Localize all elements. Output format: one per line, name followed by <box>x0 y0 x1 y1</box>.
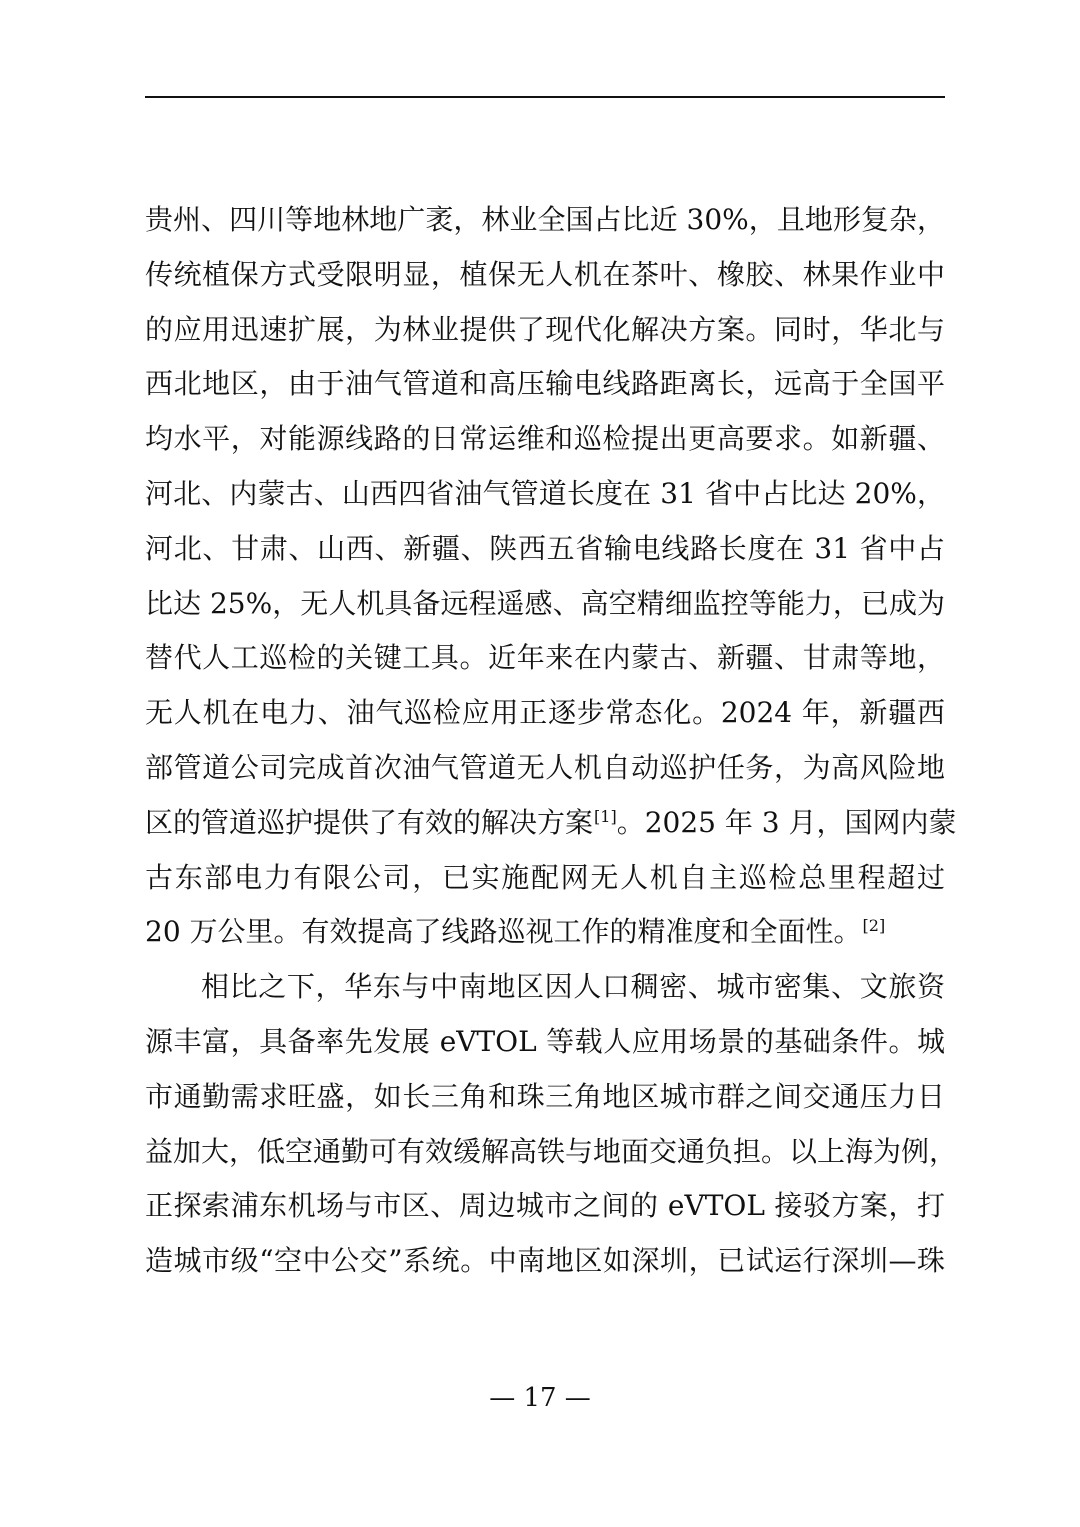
text-line: 正探索浦东机场与市区、周边城市之间的 eVTOL 接驳方案，打 <box>145 1189 945 1223</box>
text-line <box>145 796 957 851</box>
text-line: 相比之下，华东与中南地区因人口稠密、城市密集、文旅资 <box>201 970 945 1004</box>
text-line: 市通勤需求旺盛，如长三角和珠三角地区城市群之间交通压力日 <box>145 1079 945 1113</box>
text-line: 源丰富，具备率先发展 eVTOL 等载人应用场景的基础条件。城 <box>145 1024 945 1058</box>
body-text <box>145 193 958 1289</box>
header-rule <box>145 96 945 98</box>
text-line: 益加大，低空通勤可有效缓解高铁与地面交通负担。以上海为例， <box>145 1134 958 1168</box>
paragraph-2 <box>145 960 958 1289</box>
text-line: 传统植保方式受限明显，植保无人机在茶叶、橡胶、林果作业中 <box>145 257 945 291</box>
text-line: 无人机在电力、油气巡检应用正逐步常态化。2024 年，新疆西 <box>145 696 945 730</box>
paragraph-1 <box>145 193 957 960</box>
text-segment: 。2025 年 3 月，国网内蒙 <box>616 805 957 839</box>
text-line: 均水平，对能源线路的日常运维和巡检提出更高要求。如新疆、 <box>145 422 945 456</box>
text-line: 古东部电力有限公司，已实施配网无人机自主巡检总里程超过 <box>145 860 945 894</box>
text-line: 贵州、四川等地林地广袤，林业全国占比近 30%，且地形复杂， <box>145 203 945 236</box>
text-line: 替代人工巡检的关键工具。近年来在内蒙古、新疆、甘肃等地， <box>145 641 945 675</box>
text-line: 造城市级“空中公交”系统。中南地区如深圳，已试运行深圳—珠 <box>145 1244 945 1278</box>
text-line: 部管道公司完成首次油气管道无人机自动巡护任务，为高风险地 <box>145 750 945 784</box>
text-segment: 20 万公里。有效提高了线路巡视工作的精准度和全面性。 <box>145 915 862 949</box>
text-line <box>145 905 945 960</box>
citation-ref-2[interactable]: [2] <box>862 916 886 936</box>
text-segment: 区的管道巡护提供了有效的解决方案 <box>145 805 594 839</box>
page-number: — 17 — <box>489 1383 591 1413</box>
text-line: 河北、内蒙古、山西四省油气管道长度在 31 省中占比达 20%， <box>145 476 945 510</box>
text-line: 比达 25%，无人机具备远程遥感、高空精细监控等能力，已成为 <box>145 586 945 620</box>
text-line: 河北、甘肃、山西、新疆、陕西五省输电线路长度在 31 省中占 <box>145 531 945 565</box>
citation-ref-1[interactable]: [1] <box>594 806 617 826</box>
text-line: 西北地区，由于油气管道和高压输电线路距离长，远高于全国平 <box>145 367 945 401</box>
text-line: 的应用迅速扩展，为林业提供了现代化解决方案。同时，华北与 <box>145 312 945 346</box>
